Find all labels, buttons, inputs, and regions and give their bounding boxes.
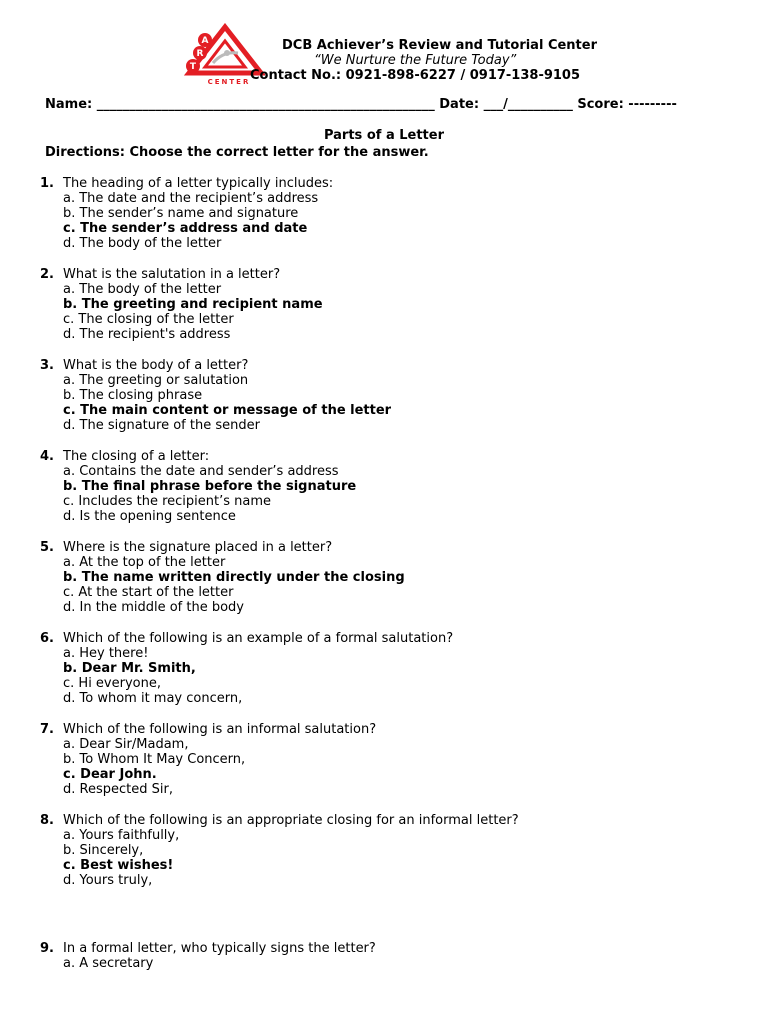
- answer-option: b. Sincerely,: [63, 843, 144, 858]
- logo-letter-a: A: [201, 36, 209, 46]
- logo-letter-t: T: [189, 62, 197, 72]
- answer-option: a. Yours faithfully,: [63, 828, 180, 843]
- answer-option: a. Contains the date and sender’s address: [63, 464, 339, 479]
- question-number: 2.: [40, 267, 54, 282]
- answer-option: d. To whom it may concern,: [63, 691, 243, 706]
- page-title: Parts of a Letter: [323, 128, 444, 143]
- question-text: Where is the signature placed in a letter?: [63, 540, 333, 555]
- org-name: DCB Achiever’s Review and Tutorial Center: [282, 38, 597, 53]
- question-text: Which of the following is an informal salutation?: [63, 722, 377, 737]
- answer-option: d. Respected Sir,: [63, 782, 173, 797]
- answer-option: c. The sender’s address and date: [63, 221, 308, 236]
- answer-option: c. Hi everyone,: [63, 676, 161, 691]
- answer-option: d. The body of the letter: [63, 236, 222, 251]
- answer-option: a. The body of the letter: [63, 282, 222, 297]
- answer-option: a. The greeting or salutation: [63, 373, 249, 388]
- question-number: 6.: [40, 631, 54, 646]
- tagline: “We Nurture the Future Today”: [314, 53, 517, 68]
- question-number: 8.: [40, 813, 54, 828]
- answer-option: b. Dear Mr. Smith,: [63, 661, 196, 676]
- answer-option: a. Hey there!: [63, 646, 149, 661]
- question-number: 1.: [40, 176, 54, 191]
- answer-option: b. The sender’s name and signature: [63, 206, 299, 221]
- answer-option: c. Best wishes!: [63, 858, 174, 873]
- answer-option: c. The main content or message of the letter: [63, 403, 392, 418]
- answer-option: d. Yours truly,: [63, 873, 153, 888]
- question-text: In a formal letter, who typically signs the letter?: [63, 941, 376, 956]
- answer-option: b. The closing phrase: [63, 388, 203, 403]
- question-text: Which of the following is an example of a formal salutation?: [63, 631, 454, 646]
- directions: Directions: Choose the correct letter for the answer.: [45, 145, 429, 160]
- contact-info: Contact No.: 0921-898-6227 / 0917-138-9105: [250, 68, 581, 83]
- logo-center-text: CENTER: [207, 78, 251, 86]
- question-number: 3.: [40, 358, 54, 373]
- name-date-score-line: Name: ____________________________________________________ Date: ___/__________ Score: ---------: [45, 97, 677, 112]
- answer-option: d. In the middle of the body: [63, 600, 244, 615]
- answer-option: a. The date and the recipient’s address: [63, 191, 319, 206]
- question-text: What is the body of a letter?: [63, 358, 249, 373]
- answer-option: c. The closing of the letter: [63, 312, 234, 327]
- answer-option: c. At the start of the letter: [63, 585, 234, 600]
- question-text: What is the salutation in a letter?: [63, 267, 281, 282]
- question-text: Which of the following is an appropriate closing for an informal letter?: [63, 813, 519, 828]
- question-text: The heading of a letter typically includes:: [63, 176, 334, 191]
- answer-option: d. Is the opening sentence: [63, 509, 236, 524]
- answer-option: a. Dear Sir/Madam,: [63, 737, 189, 752]
- question-number: 7.: [40, 722, 54, 737]
- answer-option: b. The greeting and recipient name: [63, 297, 323, 312]
- answer-option: b. The final phrase before the signature: [63, 479, 357, 494]
- question-text: The closing of a letter:: [63, 449, 210, 464]
- question-number: 9.: [40, 941, 54, 956]
- answer-option: a. At the top of the letter: [63, 555, 226, 570]
- question-number: 5.: [40, 540, 54, 555]
- answer-option: d. The signature of the sender: [63, 418, 260, 433]
- answer-option: b. To Whom It May Concern,: [63, 752, 246, 767]
- logo-letter-r: R: [196, 49, 204, 59]
- answer-option: b. The name written directly under the closing: [63, 570, 405, 585]
- answer-option: a. A secretary: [63, 956, 154, 971]
- answer-option: c. Dear John.: [63, 767, 157, 782]
- answer-option: c. Includes the recipient’s name: [63, 494, 272, 509]
- question-number: 4.: [40, 449, 54, 464]
- answer-option: d. The recipient's address: [63, 327, 231, 342]
